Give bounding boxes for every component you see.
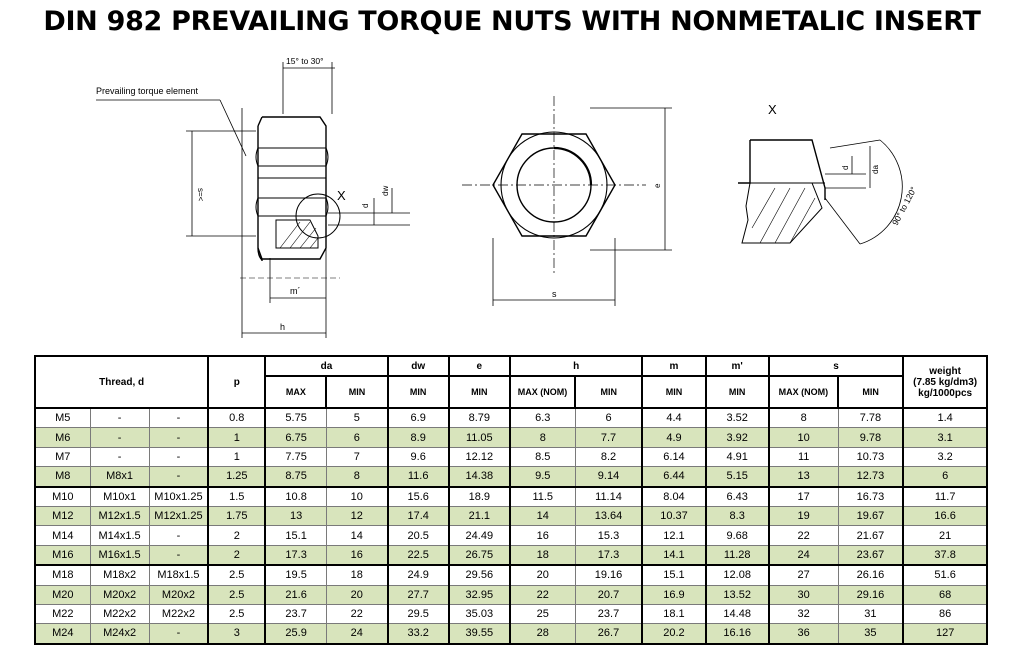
table-cell: 8 — [326, 467, 387, 487]
table-cell: 15.1 — [265, 526, 326, 545]
table-cell: 13 — [769, 467, 838, 487]
table-cell: 16.9 — [642, 585, 705, 604]
table-cell: 13 — [265, 506, 326, 525]
table-cell: M22 — [35, 604, 90, 623]
subheader-da-min: MIN — [326, 376, 387, 408]
table-cell: 20 — [510, 565, 575, 585]
table-cell: 12.1 — [642, 526, 705, 545]
table-cell: 17.3 — [265, 545, 326, 565]
table-cell: M10x1.25 — [149, 487, 208, 507]
table-cell: 3.1 — [903, 428, 987, 447]
table-cell: 26.16 — [838, 565, 903, 585]
table-cell: 1.75 — [208, 506, 265, 525]
table-cell: 4.9 — [642, 428, 705, 447]
table-cell: 8 — [769, 408, 838, 428]
table-cell: 8.04 — [642, 487, 705, 507]
table-cell: 127 — [903, 624, 987, 644]
table-cell: 29.5 — [388, 604, 449, 623]
table-cell: M18 — [35, 565, 90, 585]
table-cell: 11 — [769, 447, 838, 466]
table-cell: 6.9 — [388, 408, 449, 428]
table-cell: 5 — [326, 408, 387, 428]
table-cell: 19 — [769, 506, 838, 525]
table-cell: 21.1 — [449, 506, 510, 525]
header-p: p — [208, 356, 265, 408]
h-label: h — [280, 322, 286, 332]
table-cell: M12 — [35, 506, 90, 525]
table-cell: - — [149, 624, 208, 644]
table-row — [35, 408, 987, 428]
table-cell: 19.67 — [838, 506, 903, 525]
table-cell: 2.5 — [208, 585, 265, 604]
table-cell: - — [149, 467, 208, 487]
table-cell: 8.3 — [706, 506, 769, 525]
table-cell: 9.6 — [388, 447, 449, 466]
table-row — [35, 604, 987, 623]
table-cell: 17.3 — [575, 545, 642, 565]
subheader-s-max: MAX (NOM) — [769, 376, 838, 408]
table-cell: 22 — [769, 526, 838, 545]
table-row — [35, 447, 987, 466]
table-cell: 7 — [326, 447, 387, 466]
table-cell: - — [149, 408, 208, 428]
table-cell: 4.91 — [706, 447, 769, 466]
table-cell: 6.14 — [642, 447, 705, 466]
table-cell: 7.75 — [265, 447, 326, 466]
table-cell: M16 — [35, 545, 90, 565]
table-cell: 6.75 — [265, 428, 326, 447]
table-cell: 23.7 — [575, 604, 642, 623]
table-cell: - — [149, 428, 208, 447]
table-cell: 11.6 — [388, 467, 449, 487]
table-cell: 3.52 — [706, 408, 769, 428]
d-label: d — [361, 203, 370, 208]
table-cell: 12 — [326, 506, 387, 525]
table-cell: 16.6 — [903, 506, 987, 525]
table-cell: 8.75 — [265, 467, 326, 487]
table-cell: 14 — [326, 526, 387, 545]
table-row — [35, 526, 987, 545]
weight-line2: (7.85 kg/dm3) — [913, 376, 978, 388]
table-cell: - — [90, 447, 149, 466]
header-weight — [903, 356, 987, 408]
table-cell: 1.5 — [208, 487, 265, 507]
table-cell: 18.1 — [642, 604, 705, 623]
table-cell: 13.52 — [706, 585, 769, 604]
table-cell: M14 — [35, 526, 90, 545]
da-label: da — [871, 165, 880, 174]
table-cell: 3.2 — [903, 447, 987, 466]
table-cell: 25.9 — [265, 624, 326, 644]
header-h: h — [510, 356, 643, 376]
table-cell: 11.28 — [706, 545, 769, 565]
header-m: m — [642, 356, 705, 376]
prevailing-label: Prevailing torque element — [96, 86, 199, 96]
table-cell: 10.37 — [642, 506, 705, 525]
m-prime-label: m´ — [290, 286, 301, 296]
dimensions-table — [34, 355, 988, 645]
table-cell: 37.8 — [903, 545, 987, 565]
table-cell: 9.68 — [706, 526, 769, 545]
table-cell: 6.44 — [642, 467, 705, 487]
table-cell: 31 — [838, 604, 903, 623]
d-detail-label: d — [841, 165, 850, 170]
table-cell: 0.8 — [208, 408, 265, 428]
table-cell: M7 — [35, 447, 90, 466]
table-cell: 39.55 — [449, 624, 510, 644]
table-cell: 32 — [769, 604, 838, 623]
table-cell: M16x1.5 — [90, 545, 149, 565]
table-cell: 13.64 — [575, 506, 642, 525]
table-cell: M10 — [35, 487, 90, 507]
table-cell: 5.75 — [265, 408, 326, 428]
table-cell: 10.73 — [838, 447, 903, 466]
table-cell: 3.92 — [706, 428, 769, 447]
table-cell: 20.2 — [642, 624, 705, 644]
table-cell: 23.7 — [265, 604, 326, 623]
table-cell: 14.1 — [642, 545, 705, 565]
header-m-prime: m' — [706, 356, 769, 376]
table-row — [35, 467, 987, 487]
table-cell: 29.56 — [449, 565, 510, 585]
weight-line3: kg/1000pcs — [918, 387, 973, 399]
table-cell: 8.79 — [449, 408, 510, 428]
table-cell: 1 — [208, 447, 265, 466]
table-cell: 86 — [903, 604, 987, 623]
x-mark-label: X — [337, 188, 346, 203]
table-cell: 11.05 — [449, 428, 510, 447]
table-cell: 22 — [326, 604, 387, 623]
table-body — [35, 408, 987, 644]
subheader-m-min: MIN — [642, 376, 705, 408]
table-cell: 8.2 — [575, 447, 642, 466]
table-cell: 10 — [326, 487, 387, 507]
table-cell: 14 — [510, 506, 575, 525]
table-cell: 3 — [208, 624, 265, 644]
table-cell: 33.2 — [388, 624, 449, 644]
weight-line1: weight — [929, 365, 961, 377]
subheader-s-min: MIN — [838, 376, 903, 408]
table-cell: 6.43 — [706, 487, 769, 507]
table-cell: 8.9 — [388, 428, 449, 447]
subheader-h-max: MAX (NOM) — [510, 376, 575, 408]
dw-label: dw — [381, 185, 390, 196]
table-cell: 15.1 — [642, 565, 705, 585]
table-cell: 26.7 — [575, 624, 642, 644]
table-cell: 51.6 — [903, 565, 987, 585]
table-row — [35, 545, 987, 565]
table-cell: 27 — [769, 565, 838, 585]
table-row — [35, 506, 987, 525]
table-cell: 7.7 — [575, 428, 642, 447]
table-cell: 22.5 — [388, 545, 449, 565]
table-cell: M14x1.5 — [90, 526, 149, 545]
subheader-da-max: MAX — [265, 376, 326, 408]
detail-view — [738, 140, 902, 244]
table-cell: 5.15 — [706, 467, 769, 487]
table-cell: 4.4 — [642, 408, 705, 428]
table-cell: 30 — [769, 585, 838, 604]
subheader-m-prime-min: MIN — [706, 376, 769, 408]
table-cell: 12.73 — [838, 467, 903, 487]
table-cell: 15.6 — [388, 487, 449, 507]
table-cell: 24.9 — [388, 565, 449, 585]
header-e: e — [449, 356, 510, 376]
table-cell: 22 — [510, 585, 575, 604]
table-cell: 8.5 — [510, 447, 575, 466]
table-cell: 2.5 — [208, 565, 265, 585]
table-cell: 19.5 — [265, 565, 326, 585]
table-cell: - — [149, 526, 208, 545]
s-label: s — [552, 289, 557, 299]
x-detail-label: X — [768, 102, 777, 117]
table-cell: 2.5 — [208, 604, 265, 623]
table-cell: 16.73 — [838, 487, 903, 507]
table-cell: 9.14 — [575, 467, 642, 487]
table-cell: M18x2 — [90, 565, 149, 585]
e-label: e — [653, 183, 662, 188]
table-cell: M5 — [35, 408, 90, 428]
table-cell: 20.7 — [575, 585, 642, 604]
table-cell: M6 — [35, 428, 90, 447]
table-cell: 19.16 — [575, 565, 642, 585]
top-view — [462, 96, 672, 306]
table-cell: 9.5 — [510, 467, 575, 487]
table-cell: 20 — [326, 585, 387, 604]
table-cell: 26.75 — [449, 545, 510, 565]
table-cell: 15.3 — [575, 526, 642, 545]
table-row — [35, 487, 987, 507]
dimensions-table-wrap — [34, 355, 988, 645]
table-cell: 8 — [510, 428, 575, 447]
angle-detail-label: 90° to 120° — [889, 184, 919, 227]
table-cell: 2 — [208, 526, 265, 545]
table-cell: 16.16 — [706, 624, 769, 644]
table-cell: 27.7 — [388, 585, 449, 604]
table-cell: M12x1.25 — [149, 506, 208, 525]
header-da: da — [265, 356, 387, 376]
side-view — [96, 62, 410, 338]
table-cell: 6 — [575, 408, 642, 428]
table-cell: - — [149, 447, 208, 466]
s-min-label: s=< — [196, 188, 205, 202]
table-cell: 1.4 — [903, 408, 987, 428]
table-cell: M18x1.5 — [149, 565, 208, 585]
subheader-e-min: MIN — [449, 376, 510, 408]
table-cell: M20 — [35, 585, 90, 604]
table-cell: 68 — [903, 585, 987, 604]
table-cell: 35.03 — [449, 604, 510, 623]
table-cell: 24 — [326, 624, 387, 644]
table-cell: - — [90, 428, 149, 447]
header-dw: dw — [388, 356, 449, 376]
table-cell: 32.95 — [449, 585, 510, 604]
table-cell: 16 — [510, 526, 575, 545]
table-cell: M20x2 — [90, 585, 149, 604]
table-cell: 12.08 — [706, 565, 769, 585]
table-cell: 10 — [769, 428, 838, 447]
table-cell: 14.38 — [449, 467, 510, 487]
table-cell: 18.9 — [449, 487, 510, 507]
table-cell: 24.49 — [449, 526, 510, 545]
table-cell: 2 — [208, 545, 265, 565]
table-cell: 6.3 — [510, 408, 575, 428]
table-cell: M8x1 — [90, 467, 149, 487]
table-cell: 18 — [326, 565, 387, 585]
table-cell: 12.12 — [449, 447, 510, 466]
table-row — [35, 585, 987, 604]
table-cell: 21.6 — [265, 585, 326, 604]
table-cell: M12x1.5 — [90, 506, 149, 525]
table-cell: 7.78 — [838, 408, 903, 428]
table-cell: 36 — [769, 624, 838, 644]
table-cell: M10x1 — [90, 487, 149, 507]
subheader-dw-min: MIN — [388, 376, 449, 408]
table-cell: 11.5 — [510, 487, 575, 507]
angle-top-label: 15° to 30° — [286, 56, 324, 66]
table-cell: - — [149, 545, 208, 565]
table-cell: 24 — [769, 545, 838, 565]
table-cell: 18 — [510, 545, 575, 565]
table-cell: 35 — [838, 624, 903, 644]
table-cell: 25 — [510, 604, 575, 623]
table-cell: M22x2 — [90, 604, 149, 623]
table-cell: 16 — [326, 545, 387, 565]
table-cell: 1.25 — [208, 467, 265, 487]
table-cell: M24 — [35, 624, 90, 644]
table-cell: 11.7 — [903, 487, 987, 507]
table-cell: 21 — [903, 526, 987, 545]
header-s: s — [769, 356, 904, 376]
table-cell: 6 — [903, 467, 987, 487]
table-cell: M8 — [35, 467, 90, 487]
table-cell: M24x2 — [90, 624, 149, 644]
table-cell: 10.8 — [265, 487, 326, 507]
table-cell: 9.78 — [838, 428, 903, 447]
table-cell: 6 — [326, 428, 387, 447]
table-cell: 28 — [510, 624, 575, 644]
page-title: DIN 982 PREVAILING TORQUE NUTS WITH NONMETALIC INSERT — [43, 6, 981, 37]
table-cell: M22x2 — [149, 604, 208, 623]
table-row — [35, 428, 987, 447]
table-cell: M20x2 — [149, 585, 208, 604]
table-cell: 14.48 — [706, 604, 769, 623]
table-cell: 20.5 — [388, 526, 449, 545]
table-row — [35, 624, 987, 644]
table-cell: 29.16 — [838, 585, 903, 604]
table-cell: 17 — [769, 487, 838, 507]
table-cell: 1 — [208, 428, 265, 447]
table-cell: - — [90, 408, 149, 428]
table-row — [35, 565, 987, 585]
table-cell: 11.14 — [575, 487, 642, 507]
table-cell: 21.67 — [838, 526, 903, 545]
table-cell: 23.67 — [838, 545, 903, 565]
technical-drawing — [0, 48, 1024, 356]
table-cell: 17.4 — [388, 506, 449, 525]
header-thread: Thread, d — [35, 356, 208, 408]
subheader-h-min: MIN — [575, 376, 642, 408]
